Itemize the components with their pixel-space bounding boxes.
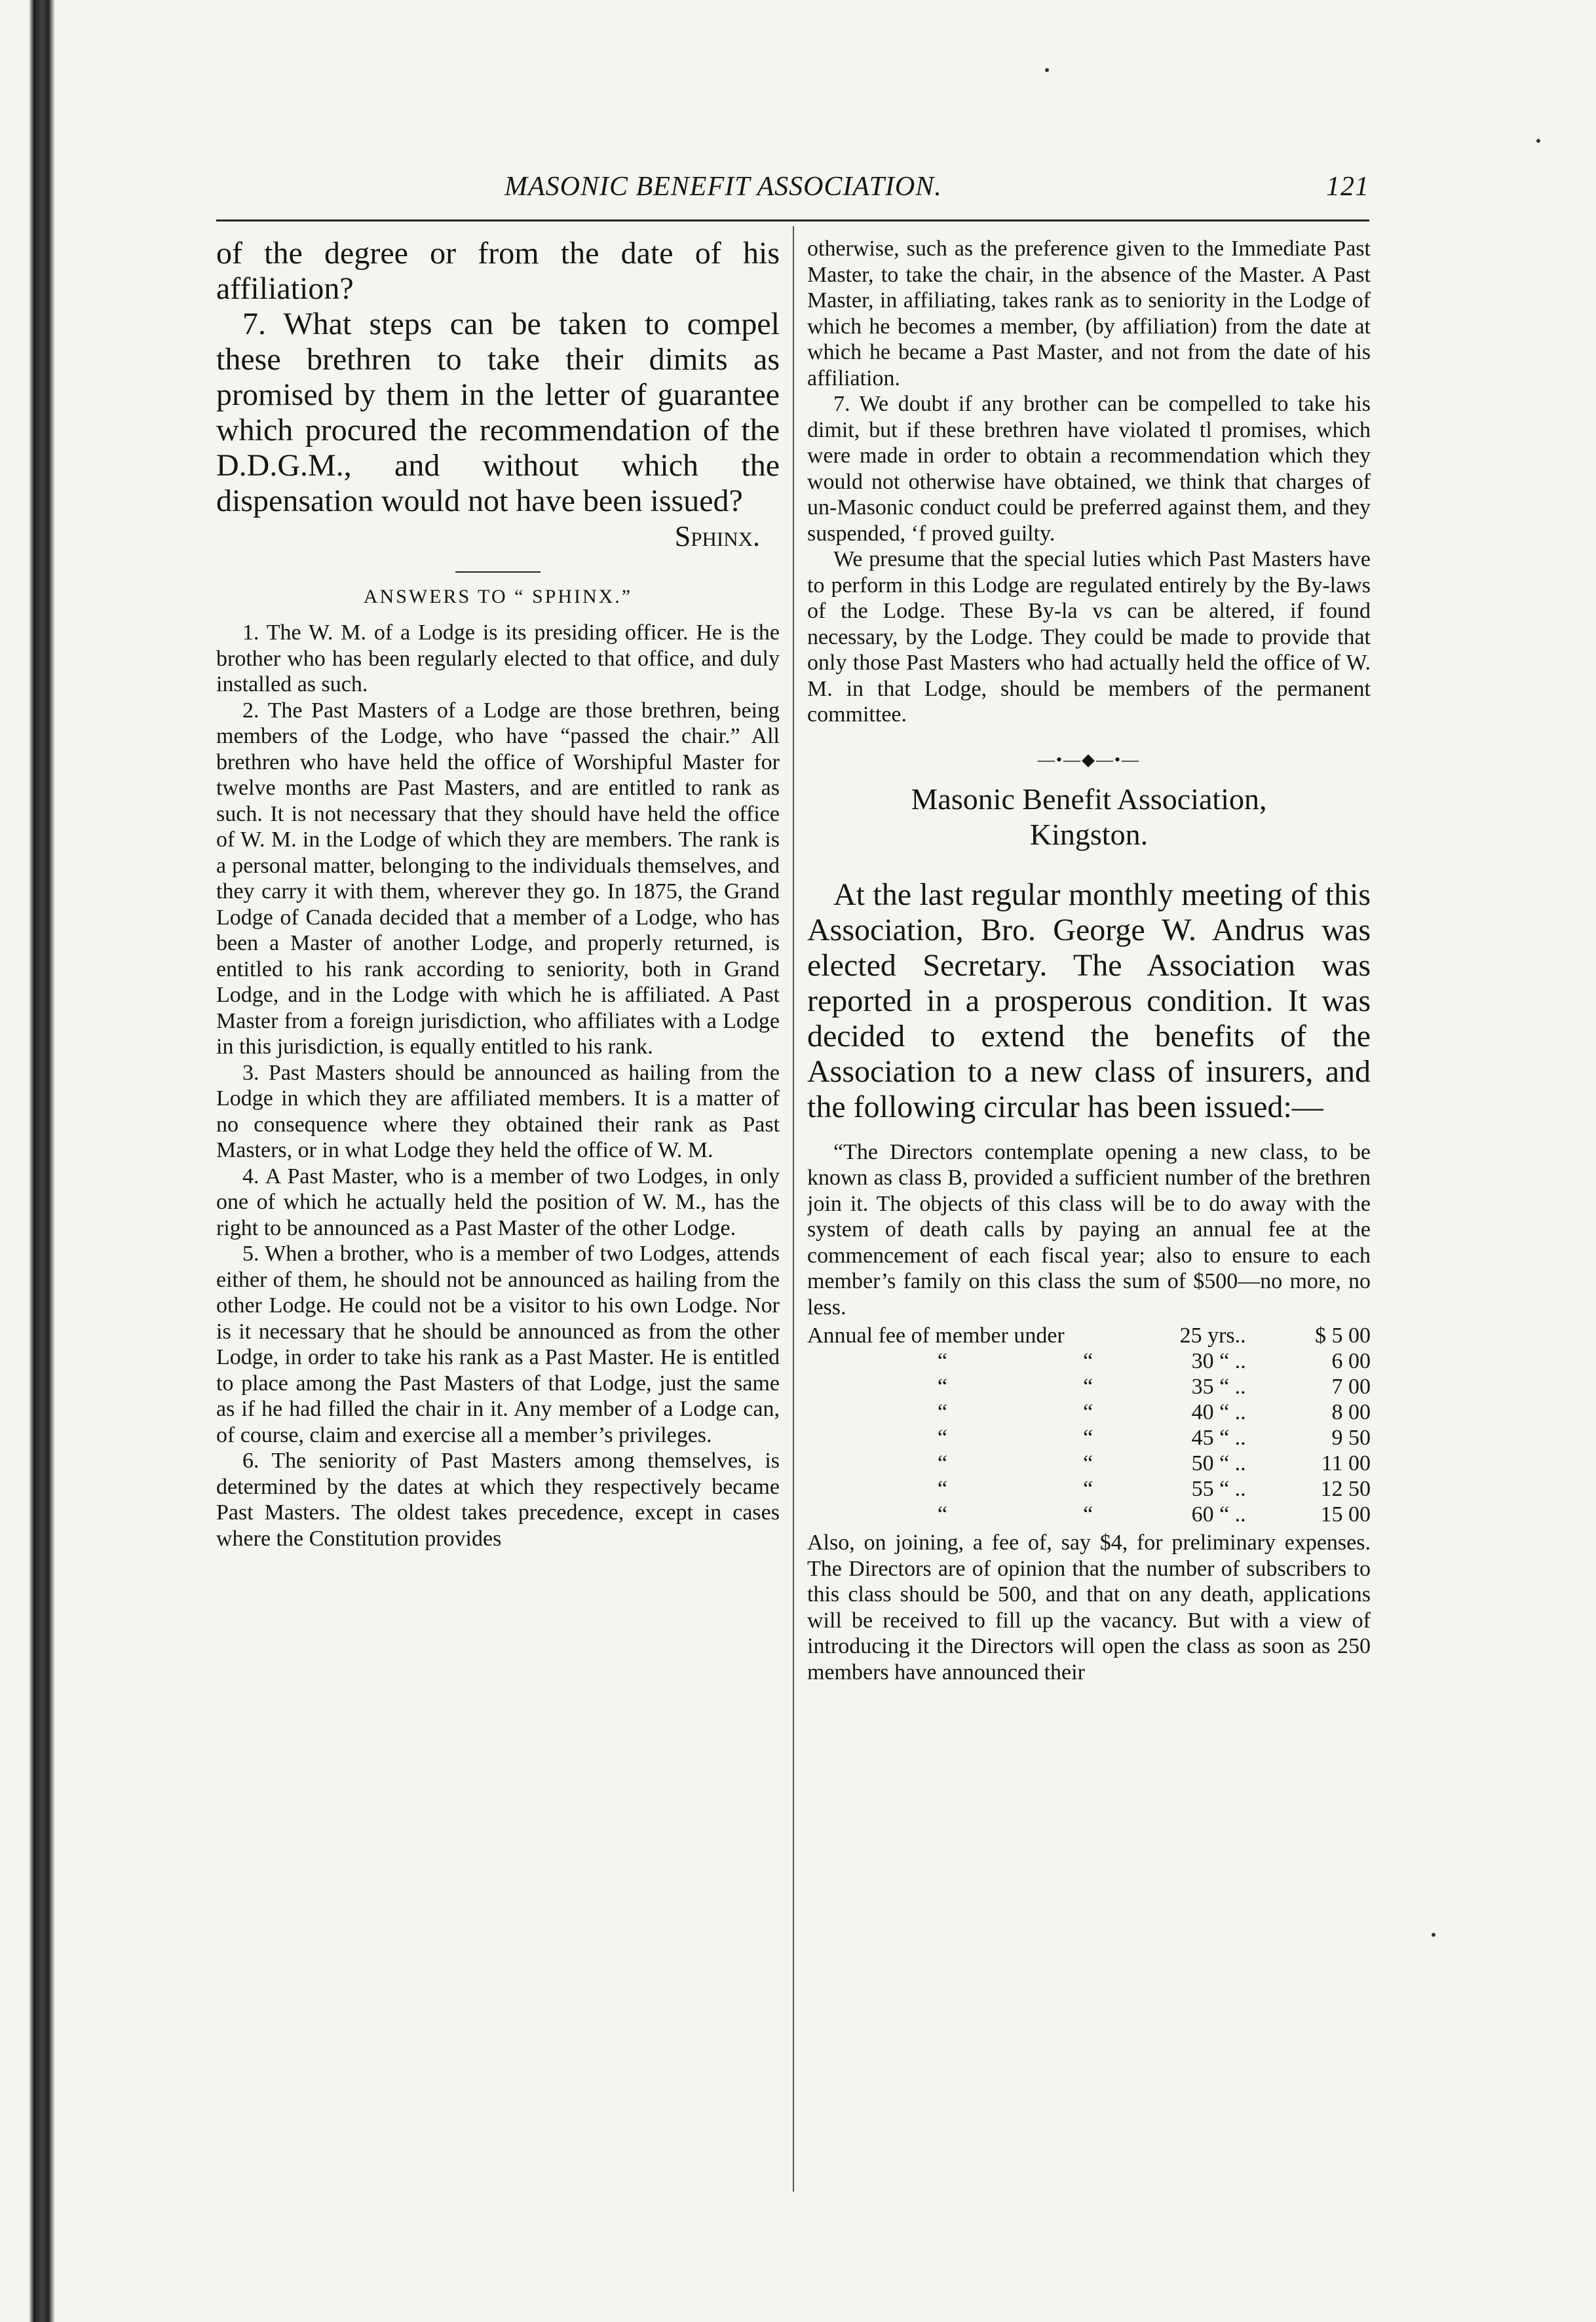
answer-continuation: otherwise, such as the preference given to the Immediate Past Master, to take the chair, in the absence of the Master. A Past Master, in affiliating, takes rank as to seniority in the Lodge of which he becomes a member, (by affiliation) from the date at which he became a Past Master, and not from the date of his affiliation. [807, 237, 1371, 390]
ink-speck [1045, 68, 1049, 72]
ink-speck [1432, 1933, 1435, 1937]
fee-age: 50 “ .. [1191, 1451, 1246, 1475]
fee-label: “ [937, 1451, 947, 1475]
fee-label: “ [937, 1400, 947, 1424]
fee-row [807, 1348, 1371, 1374]
fee-age: 25 yrs.. [1179, 1323, 1246, 1348]
fee-row [807, 1323, 1371, 1348]
section-title [807, 782, 1371, 852]
fee-ditto: “ [1083, 1400, 1093, 1424]
page-binding-edge [0, 0, 79, 2322]
question-7: 7. What steps can be taken to compel these brethren to take their dimits as promised by them in the letter of guarantee which procured the recommendation of the D.D.G.M., and without which the dispensation would not have been issued? [216, 307, 780, 518]
fee-amount: 11 00 [1321, 1451, 1371, 1475]
fee-ditto: “ [1083, 1502, 1093, 1527]
presume-paragraph: We presume that the special luties which Past Masters have to perform in this Lodge are regulated entirely by the By-laws of the Lodge. These By-la vs can be altered, if found necessary, by the Lodge. They could be made to provide that only those Past Masters who had actually held the office of W. M. in that Lodge, should be members of the permanent committee. [807, 547, 1371, 727]
answer-paragraph: 5. When a brother, who is a member of two Lodges, attends either of them, he should not be announced as hailing from the other Lodge. He could not be a visitor to his own Lodge. Nor is it necessary that he should be announced as from the other Lodge, in order to take his rank as a Past Master. He is entitled to place among the Past Masters of that Lodge, just the same as if he had filled the chair in it. Any member of a Lodge can, of course, claim and exercise all a member’s privileges. [216, 1242, 780, 1447]
running-title: MASONIC BENEFIT ASSOCIATION. [504, 172, 942, 202]
fee-ditto: “ [1083, 1426, 1093, 1450]
fee-row [807, 1425, 1371, 1451]
signature: Sphinx. [674, 520, 760, 552]
section-title-line: Masonic Benefit Association, [911, 782, 1267, 816]
answer-paragraph: 1. The W. M. of a Lodge is its presiding officer. He is the brother who has been regularly elected to that office, and duly installed as such. [216, 620, 780, 696]
fee-age: 45 “ .. [1191, 1426, 1246, 1450]
fee-amount: 7 00 [1331, 1375, 1371, 1399]
fee-row [807, 1399, 1371, 1425]
header-rule [216, 219, 1369, 221]
answer-paragraph: 2. The Past Masters of a Lodge are those brethren, being members of the Lodge, who have “passed the chair.” All brethren who have held the office of Worshipful Master for twelve months are Past Masters, and are entitled to rank as such. It is not necessary that they should have held the office of W. M. in the Lodge of which they are members. The rank is a personal matter, belonging to the individuals themselves, and they carry it with them, wherever they go. In 1875, the Grand Lodge of Canada decided that a member of a Lodge, who has been a Master of another Lodge, and properly returned, is entitled to his rank according to seniority, both in Grand Lodge, and in the Lodge with which he is affiliated. A Past Master from a foreign jurisdiction, who affiliates with a Lodge in this jurisdiction, is equally entitled to his rank. [216, 698, 780, 1059]
question-continuation: of the degree or from the date of his affiliation? [216, 236, 780, 306]
answer-paragraph: 3. Past Masters should be announced as hailing from the Lodge in which they are affiliated members. It is a matter of no consequence where they obtained their rank as Past Masters, or in what Lodge they held the office of W. M. [216, 1060, 780, 1162]
left-column [216, 236, 780, 2201]
fee-row [807, 1451, 1371, 1476]
fee-label: Annual fee of member under [807, 1323, 1065, 1348]
fee-ditto [1078, 1323, 1099, 1348]
fee-row [807, 1374, 1371, 1399]
closing-paragraph: Also, on joining, a fee of, say $4, for preliminary expenses. The Directors are of opinion that the number of subscribers to this class should be 500, and that on any death, applications will be received to fill up the vacancy. But with a view of introducing it the Directors will open the class as soon as 250 members have announced their [807, 1531, 1371, 1684]
answer-7: 7. We doubt if any brother can be compelled to take his dimit, but if these brethren have violated tl promises, which were made in order to obtain a recommendation which they would not otherwise have obtained, we think that charges of un-Masonic conduct could be preferred against them, and they suspended, ‘f proved guilty. [807, 392, 1371, 546]
fee-row [807, 1502, 1371, 1527]
fee-amount: 8 00 [1331, 1400, 1371, 1424]
fee-table [807, 1323, 1371, 1527]
fee-ditto: “ [1083, 1349, 1093, 1373]
running-header [504, 167, 1369, 213]
fee-ditto: “ [1083, 1451, 1093, 1475]
page-number: 121 [1326, 172, 1369, 202]
fee-label: “ [937, 1349, 947, 1373]
fee-row [807, 1476, 1371, 1502]
fee-ditto: “ [1083, 1477, 1093, 1501]
right-column [807, 236, 1371, 2201]
fee-age: 40 “ .. [1191, 1400, 1246, 1424]
section-title-line: Kingston. [1029, 817, 1149, 851]
fee-age: 35 “ .. [1191, 1375, 1246, 1399]
fee-age: 55 “ .. [1191, 1477, 1246, 1501]
fee-amount: 6 00 [1331, 1349, 1371, 1373]
answers-heading: ANSWERS TO “ SPHINX.” [363, 586, 633, 607]
ink-speck [1536, 139, 1540, 143]
lead-paragraph: At the last regular monthly meeting of this Association, Bro. George W. Andrus was elected Secretary. The Association was reported in a prosperous condition. It was decided to extend the benefits of the Association to a new class of insurers, and the following circular has been issued:— [807, 877, 1371, 1124]
fee-amount: 15 00 [1320, 1502, 1371, 1527]
answer-paragraph: 6. The seniority of Past Masters among themselves, is determined by the dates at which they respectively became Past Masters. The oldest takes precedence, except in cases where the Constitution provides [216, 1449, 780, 1551]
fee-age: 60 “ .. [1191, 1502, 1246, 1527]
column-divider [793, 226, 794, 2192]
fee-amount: $ 5 00 [1315, 1323, 1371, 1348]
fee-label: “ [937, 1477, 947, 1501]
fee-ditto: “ [1083, 1375, 1093, 1399]
answer-paragraph: 4. A Past Master, who is a member of two Lodges, in only one of which he actually held the position of W. M., has the right to be announced as a Past Master of the other Lodge. [216, 1164, 780, 1240]
fee-amount: 12 50 [1320, 1477, 1371, 1501]
fee-label: “ [937, 1502, 947, 1527]
section-ornament: —•—◆—•— [1037, 750, 1141, 769]
fee-age: 30 “ .. [1191, 1349, 1246, 1373]
fee-label: “ [937, 1426, 947, 1450]
section-rule [455, 571, 541, 573]
circular-paragraph: “The Directors contemplate opening a new class, to be known as class B, provided a sufficient number of the brethren join it. The objects of this class will be to do away with the system of death calls by paying an annual fee at the commencement of each fiscal year; also to ensure to each member’s family on this class the sum of $500—no more, no less. [807, 1139, 1371, 1320]
fee-label: “ [937, 1375, 947, 1399]
fee-amount: 9 50 [1331, 1426, 1371, 1450]
